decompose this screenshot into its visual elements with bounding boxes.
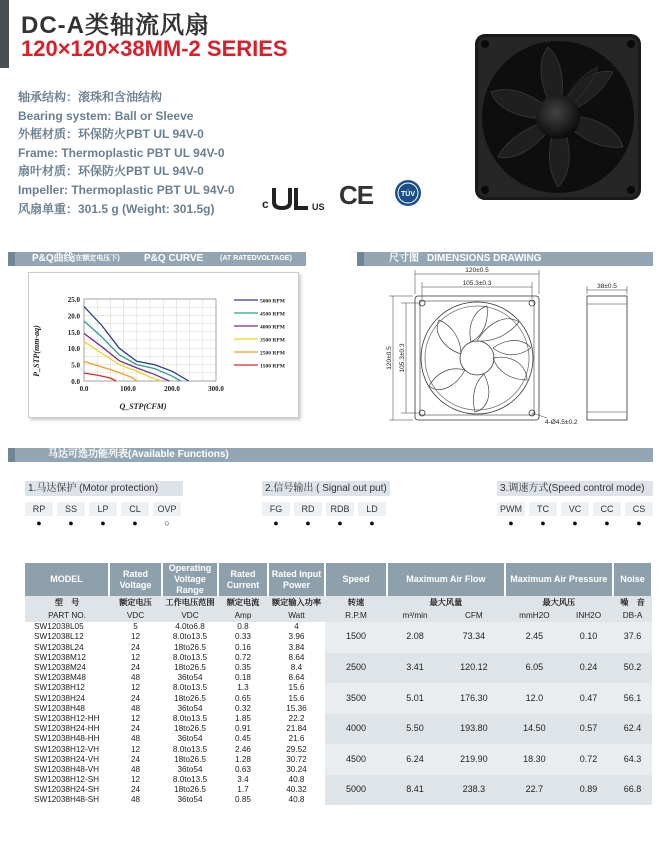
performance-cell: 0.72: [564, 744, 613, 775]
table-cell: 36to54: [177, 703, 203, 713]
performance-cell: 64.3: [613, 744, 652, 775]
function-code: CL: [121, 502, 149, 516]
table-unit: Watt: [268, 610, 325, 622]
table-cell: 12: [130, 713, 141, 723]
table-unit: VDC: [162, 610, 218, 622]
function-group-title: 2.信号输出 ( Signal out put): [262, 481, 390, 496]
model-cell: SW12038H48-VH: [34, 764, 100, 774]
table-cell: 12: [130, 775, 141, 785]
table-cell: 8.4: [290, 663, 303, 673]
function-code: LP: [89, 502, 117, 516]
table-cell: 15.36: [286, 703, 307, 713]
pq-legend-label: 3500 RPM: [260, 337, 285, 344]
table-cell: 36to54: [177, 795, 203, 805]
spec-line: 外框材质：环保防火PBT UL 94V-0: [18, 127, 204, 142]
table-header-cn: 噪 音: [613, 596, 652, 610]
performance-cell: 120.12: [443, 653, 505, 684]
table-cell: 5: [133, 622, 138, 632]
function-availability-mark: ○: [164, 518, 170, 528]
model-cell: SW12038H48-HH: [34, 734, 100, 744]
table-unit: m³/min: [387, 610, 443, 622]
performance-cell: 2.45: [505, 622, 564, 653]
table-cell: 18to26.5: [174, 785, 206, 795]
dim-width-label: 120±0.5: [465, 267, 489, 274]
table-header-cn: 型 号: [25, 596, 109, 610]
model-cell: SW12038M12: [34, 652, 86, 662]
table-cell: 8.0to13.5: [172, 775, 208, 785]
table-header: MODEL: [25, 563, 109, 596]
table-header: Operating Voltage Range: [162, 563, 218, 596]
pq-y-tick-label: 25.0: [67, 296, 80, 304]
pq-curve-section-header: [8, 252, 306, 266]
header-accent-bar: [0, 0, 9, 68]
table-cell: 21.6: [288, 734, 305, 744]
model-cell: SW12038H24-HH: [34, 724, 100, 734]
performance-cell: 37.6: [613, 622, 652, 653]
performance-cell: 6.24: [387, 744, 443, 775]
performance-cell: 3.41: [387, 653, 443, 684]
table-cell: 8.64: [288, 673, 305, 683]
table-cell: 24: [130, 642, 141, 652]
function-availability-mark: ●: [36, 518, 42, 528]
table-header: Rated Input Power: [268, 563, 325, 596]
table-cell: 4.0to6.8: [175, 622, 205, 632]
table-cell: 3.96: [288, 632, 305, 642]
table-cell: 30.72: [286, 754, 307, 764]
function-code: VC: [561, 502, 589, 516]
table-header-cn: 转速: [325, 596, 387, 610]
table-header-cn: 工作电压范围: [162, 596, 218, 610]
table-cell: 12: [130, 652, 141, 662]
table-cell: 29.52: [286, 744, 307, 754]
pq-y-tick-label: 0.0: [71, 378, 80, 386]
table-cell: 0.16: [235, 642, 251, 652]
table-cell: 36to54: [177, 734, 203, 744]
function-availability-mark: ●: [305, 518, 311, 528]
table-cell: 1.3: [237, 683, 249, 693]
function-code: OVP: [153, 502, 181, 516]
table-cell: 40.32: [286, 785, 307, 795]
performance-cell: 238.3: [443, 775, 505, 806]
function-code: RP: [25, 502, 53, 516]
table-cell: 0.63: [235, 764, 251, 774]
table-cell: 48: [130, 764, 141, 774]
table-header-cn: 额定电流: [218, 596, 268, 610]
pq-legend-label: 2500 RPM: [260, 350, 285, 357]
table-unit: Amp: [218, 610, 268, 622]
table-cell: 22.2: [288, 713, 305, 723]
performance-cell: 1500: [325, 622, 387, 653]
function-availability-mark: ●: [508, 518, 514, 528]
performance-cell: 0.57: [564, 714, 613, 745]
performance-cell: 193.80: [443, 714, 505, 745]
table-cell: 12: [130, 683, 141, 693]
table-cell: 4: [294, 622, 299, 632]
function-code: RDB: [326, 502, 354, 516]
function-code: PWM: [497, 502, 525, 516]
model-cell: SW12038H24: [34, 693, 85, 703]
spec-line: 风扇单重：301.5 g (Weight: 301.5g): [18, 201, 215, 216]
function-code: CS: [625, 502, 653, 516]
table-cell: 36to54: [177, 764, 203, 774]
performance-cell: 3500: [325, 683, 387, 714]
table-header: Speed: [325, 563, 387, 596]
function-availability-mark: ●: [369, 518, 375, 528]
function-code: CC: [593, 502, 621, 516]
function-availability-mark: ●: [540, 518, 546, 528]
performance-cell: 4000: [325, 714, 387, 745]
function-group-title: 1.马达保护 (Motor protection): [25, 481, 183, 496]
performance-cell: 5.50: [387, 714, 443, 745]
function-code: FG: [262, 502, 290, 516]
table-row: [25, 653, 652, 663]
pq-y-tick-label: 5.0: [71, 361, 80, 370]
model-cell: SW12038H24-SH: [34, 785, 100, 795]
table-header: Maximum Air Flow: [387, 563, 505, 596]
functions-title: 马达可选功能列表(Available Functions): [48, 449, 229, 460]
table-cell: 0.33: [235, 632, 251, 642]
table-unit: VDC: [109, 610, 162, 622]
table-header-cn: 最大风量: [387, 596, 505, 610]
table-unit: DB-A: [613, 610, 652, 622]
pq-x-tick-label: 0.0: [79, 385, 89, 393]
performance-cell: 6.05: [505, 653, 564, 684]
table-cell: 18to26.5: [174, 663, 206, 673]
dimensions-drawing: [385, 266, 655, 431]
pq-x-tick-label: 100.0: [120, 385, 136, 393]
pq-title-cn-note: (在额定电压下): [73, 255, 120, 262]
pq-y-tick-label: 10.0: [67, 345, 80, 354]
performance-cell: 56.1: [613, 683, 652, 714]
spec-line: Impeller: Thermoplastic PBT UL 94V-0: [18, 182, 235, 197]
table-cell: 36to54: [177, 673, 203, 683]
performance-cell: 219.90: [443, 744, 505, 775]
model-cell: SW12038L12: [34, 632, 84, 642]
table-cell: 24: [130, 754, 141, 764]
table-cell: 3.4: [237, 775, 249, 785]
model-cell: SW12038M48: [34, 673, 86, 683]
pq-series-line: [84, 333, 169, 381]
table-cell: 15.6: [288, 683, 305, 693]
table-cell: 0.18: [235, 673, 251, 683]
dim-title-en: DIMENSIONS DRAWING: [427, 253, 542, 264]
table-cell: 2.46: [235, 744, 251, 754]
table-unit: INH2O: [564, 610, 613, 622]
function-availability-mark: ●: [572, 518, 578, 528]
performance-cell: 5.01: [387, 683, 443, 714]
pq-y-axis-label: P_STP(mm-aq): [32, 325, 41, 377]
table-cell: 12: [130, 744, 141, 754]
spec-list: [18, 88, 235, 218]
performance-cell: 73.34: [443, 622, 505, 653]
model-cell: SW12038H12-SH: [34, 775, 100, 785]
function-availability-mark: ●: [132, 518, 138, 528]
pq-y-tick-label: 15.0: [67, 328, 80, 337]
table-cell: 24: [130, 693, 141, 703]
table-header: Noise: [613, 563, 652, 596]
table-unit: mmH2O: [505, 610, 564, 622]
ul-recognized-icon: [262, 182, 332, 217]
performance-cell: 14.50: [505, 714, 564, 745]
model-cell: SW12038H12-VH: [34, 744, 100, 754]
table-header-cn: 额定电压: [109, 596, 162, 610]
table-row: [25, 622, 652, 632]
dim-hole-spacing-label: 105.3±0.3: [462, 280, 492, 287]
pq-title-en: P&Q CURVE: [144, 253, 204, 264]
tuv-label: TÜV: [401, 191, 415, 198]
spec-line: 轴承结构：滚珠和含油结构: [18, 90, 163, 104]
function-availability-mark: ●: [337, 518, 343, 528]
ul-us-label: US: [312, 202, 325, 212]
table-cell: 21.84: [286, 724, 307, 734]
table-cell: 30.24: [286, 764, 307, 774]
pq-legend-label: 4000 RPM: [260, 324, 285, 331]
function-availability-mark: ●: [68, 518, 74, 528]
table-row: [25, 744, 652, 754]
model-cell: SW12038M24: [34, 663, 86, 673]
table-cell: 18to26.5: [174, 642, 206, 652]
ul-c-label: c: [262, 197, 269, 211]
product-series: 120×120×38MM-2 SERIES: [21, 36, 288, 61]
model-cell: SW12038H24-VH: [34, 754, 100, 764]
table-cell: 24: [130, 785, 141, 795]
performance-cell: 50.2: [613, 653, 652, 684]
table-cell: 0.32: [235, 703, 251, 713]
model-cell: SW12038L24: [34, 642, 84, 652]
table-header-cn: 最大风压: [505, 596, 613, 610]
table-cell: 40.8: [288, 775, 305, 785]
performance-cell: 0.47: [564, 683, 613, 714]
pq-x-tick-label: 200.0: [164, 385, 180, 393]
function-availability-mark: ●: [273, 518, 279, 528]
performance-cell: 18.30: [505, 744, 564, 775]
function-availability-mark: ●: [636, 518, 642, 528]
tuv-mark-icon: [394, 179, 422, 212]
table-cell: 40.8: [288, 795, 305, 805]
table-cell: 18to26.5: [174, 754, 206, 764]
table-cell: 48: [130, 673, 141, 683]
performance-cell: 0.24: [564, 653, 613, 684]
table-cell: 18to26.5: [174, 693, 206, 703]
performance-cell: 66.8: [613, 775, 652, 806]
table-unit: CFM: [443, 610, 505, 622]
performance-cell: 8.41: [387, 775, 443, 806]
pq-series-line: [84, 373, 116, 381]
dim-height-label: 120±0.5: [386, 346, 393, 370]
function-code: RD: [294, 502, 322, 516]
performance-cell: 22.7: [505, 775, 564, 806]
spec-line: 扇叶材质：环保防火PBT UL 94V-0: [18, 164, 204, 179]
performance-cell: 5000: [325, 775, 387, 806]
pq-x-axis-label: Q_STP(CFM): [119, 402, 167, 411]
table-cell: 0.65: [235, 693, 251, 703]
dim-title-cn: 尺寸图: [389, 253, 419, 264]
spec-line: Bearing system: Ball or Sleeve: [18, 108, 194, 123]
table-cell: 12: [130, 632, 141, 642]
table-cell: 24: [130, 724, 141, 734]
function-code: LD: [358, 502, 386, 516]
performance-cell: 0.89: [564, 775, 613, 806]
table-cell: 0.8: [237, 622, 249, 632]
ce-mark-icon: CE: [339, 180, 374, 210]
table-header: Rated Current: [218, 563, 268, 596]
function-code: TC: [529, 502, 557, 516]
model-cell: SW12038L05: [34, 622, 84, 632]
pq-legend-label: 5000 RPM: [260, 298, 285, 305]
dim-hole-spacing-v-label: 105.3±0.3: [399, 343, 406, 373]
table-cell: 18to26.5: [174, 724, 206, 734]
table-cell: 1.85: [235, 713, 251, 723]
pq-chart: [29, 273, 300, 419]
table-unit: R.P.M: [325, 610, 387, 622]
model-cell: SW12038H12: [34, 683, 85, 693]
table-row: [25, 683, 652, 693]
pq-series-line: [84, 307, 189, 381]
table-row: [25, 714, 652, 724]
table-cell: 0.91: [235, 724, 251, 734]
function-availability-mark: ●: [100, 518, 106, 528]
table-header: Maximum Air Pressure: [505, 563, 613, 596]
model-cell: SW12038H48: [34, 703, 85, 713]
table-cell: 8.64: [288, 652, 305, 662]
table-cell: 48: [130, 703, 141, 713]
table-cell: 48: [130, 795, 141, 805]
pq-x-tick-label: 300.0: [208, 385, 224, 393]
functions-section-header: [8, 448, 653, 462]
function-code: SS: [57, 502, 85, 516]
pq-title-en-note: (AT RATEDVOLTAGE): [220, 255, 292, 262]
function-group-title: 3.调速方式(Speed control mode): [497, 481, 653, 496]
model-cell: SW12038H48-SH: [34, 795, 100, 805]
table-cell: 0.72: [235, 652, 251, 662]
table-unit: PART NO.: [25, 610, 109, 622]
product-title: DC-A类轴流风扇: [21, 12, 210, 39]
table-cell: 3.84: [288, 642, 305, 652]
table-row: [25, 775, 652, 785]
pq-y-tick-label: 20.0: [67, 312, 80, 321]
spec-table: [25, 563, 653, 805]
performance-cell: 12.0: [505, 683, 564, 714]
performance-cell: 62.4: [613, 714, 652, 745]
table-header: Rated Voltage: [109, 563, 162, 596]
table-cell: 8.0to13.5: [172, 683, 208, 693]
table-cell: 0.45: [235, 734, 251, 744]
performance-cell: 176.30: [443, 683, 505, 714]
table-cell: 0.85: [235, 795, 251, 805]
table-cell: 1.28: [235, 754, 251, 764]
pq-title-cn: P&Q曲线: [32, 253, 74, 264]
pq-legend-label: 4500 RPM: [260, 311, 285, 318]
table-cell: 48: [130, 734, 141, 744]
table-cell: 8.0to13.5: [172, 652, 208, 662]
performance-cell: 4500: [325, 744, 387, 775]
dim-holes-label: 4-Ø4.5±0.2: [545, 419, 578, 426]
performance-cell: 2.08: [387, 622, 443, 653]
table-cell: 24: [130, 663, 141, 673]
performance-cell: 0.10: [564, 622, 613, 653]
table-cell: 1.7: [237, 785, 249, 795]
fan-product-image: [473, 32, 643, 202]
spec-line: Frame: Thermoplastic PBT UL 94V-0: [18, 145, 225, 160]
pq-legend-label: 1500 RPM: [260, 363, 285, 370]
table-cell: 8.0to13.5: [172, 632, 208, 642]
dimensions-section-header: [357, 252, 653, 266]
function-availability-mark: ●: [604, 518, 610, 528]
table-header-cn: 额定输入功率: [268, 596, 325, 610]
table-cell: 0.35: [235, 663, 251, 673]
table-cell: 15.6: [288, 693, 305, 703]
table-cell: 8.0to13.5: [172, 713, 208, 723]
table-cell: 8.0to13.5: [172, 744, 208, 754]
performance-cell: 2500: [325, 653, 387, 684]
pq-chart-frame: [28, 272, 299, 418]
dim-depth-label: 38±0.5: [597, 283, 617, 290]
model-cell: SW12038H12-HH: [34, 713, 100, 723]
